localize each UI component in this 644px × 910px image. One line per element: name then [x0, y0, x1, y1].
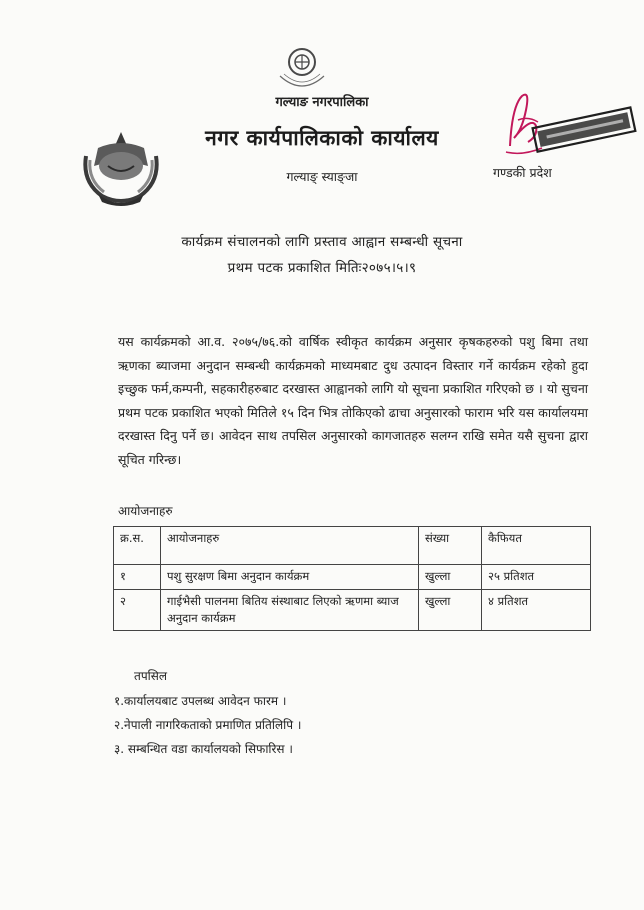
district-name: गल्याङ् स्याङ्जा	[286, 169, 358, 184]
list-item: १.कार्यालयबाट उपलब्ध आवेदन फारम ।	[114, 694, 287, 708]
table-header-row	[114, 527, 591, 565]
office-title: नगर कार्यपालिकाको कार्यालय	[205, 126, 439, 150]
table-row	[114, 565, 591, 590]
list-item: ३. सम्बन्धित वडा कार्यालयको सिफारिस ।	[114, 742, 293, 756]
column-header-project: आयोजनाहरु	[161, 527, 419, 565]
projects-table	[113, 526, 591, 631]
notice-body-paragraph: यस कार्यक्रमको आ.व. २०७५/७६.को वार्षिक स्वीकृत कार्यक्रम अनुसार कृषकहरुको पशु बिमा तथा ऋणका ब्याजमा अनुदान सम्बन्धी कार्यक्रमको माध्यमबाट दुध उत्पादन विस्तार गर्ने कार्यक्रम रहेको हुदा इच्छुक फर्म,कम्पनी, सहकारीहरुबाट दरखास्त आह्वानको लागि यो सूचना प्रकाशित गरिएको छ । यो सुचना प्रथम पटक प्रकाशित भएको मितिले १५ दिन भित्र तोकिएको ढाचा अनुसारको फाराम भरि यस कार्यालयमा दरखास्त दिनु पर्ने छ। आवेदन साथ तपसिल अनुसारको कागजातहरु सलग्न राखि समेत यसै सुचना द्वारा सूचित गरिन्छ।	[118, 334, 588, 467]
row-count: खुल्ला	[419, 590, 482, 631]
notice-date-line: प्रथम पटक प्रकाशित मितिः२०७५।५।९	[227, 260, 417, 276]
row-project-name: गाईभैसी पालनमा बितिय संस्थाबाट लिएको ऋणमा ब्याज अनुदान कार्यक्रम	[161, 590, 419, 631]
province-name: गण्डकी प्रदेश	[493, 165, 552, 180]
row-remark: २५ प्रतिशत	[482, 565, 591, 590]
column-header-count: संख्या	[419, 527, 482, 565]
table-row	[114, 590, 591, 631]
attachments-list	[114, 689, 301, 761]
row-project-name: पशु सुरक्षण बिमा अनुदान कार्यक्रम	[161, 565, 419, 590]
row-count: खुल्ला	[419, 565, 482, 590]
municipality-seal	[270, 38, 334, 96]
row-sn: १	[114, 565, 161, 590]
row-remark: ४ प्रतिशत	[482, 590, 591, 631]
column-header-sn: क्र.स.	[114, 527, 161, 565]
municipality-name: गल्याङ नगरपालिका	[275, 95, 369, 110]
attachments-label: तपसिल	[134, 669, 168, 683]
notice-title: कार्यक्रम संचालनको लागि प्रस्ताव आह्वान सम्बन्धी सूचना	[181, 234, 463, 250]
column-header-remark: कैफियत	[482, 527, 591, 565]
projects-label: आयोजनाहरु	[118, 504, 173, 518]
row-sn: २	[114, 590, 161, 631]
list-item: २.नेपाली नागरिकताको प्रमाणित प्रतिलिपि ।	[114, 718, 302, 732]
